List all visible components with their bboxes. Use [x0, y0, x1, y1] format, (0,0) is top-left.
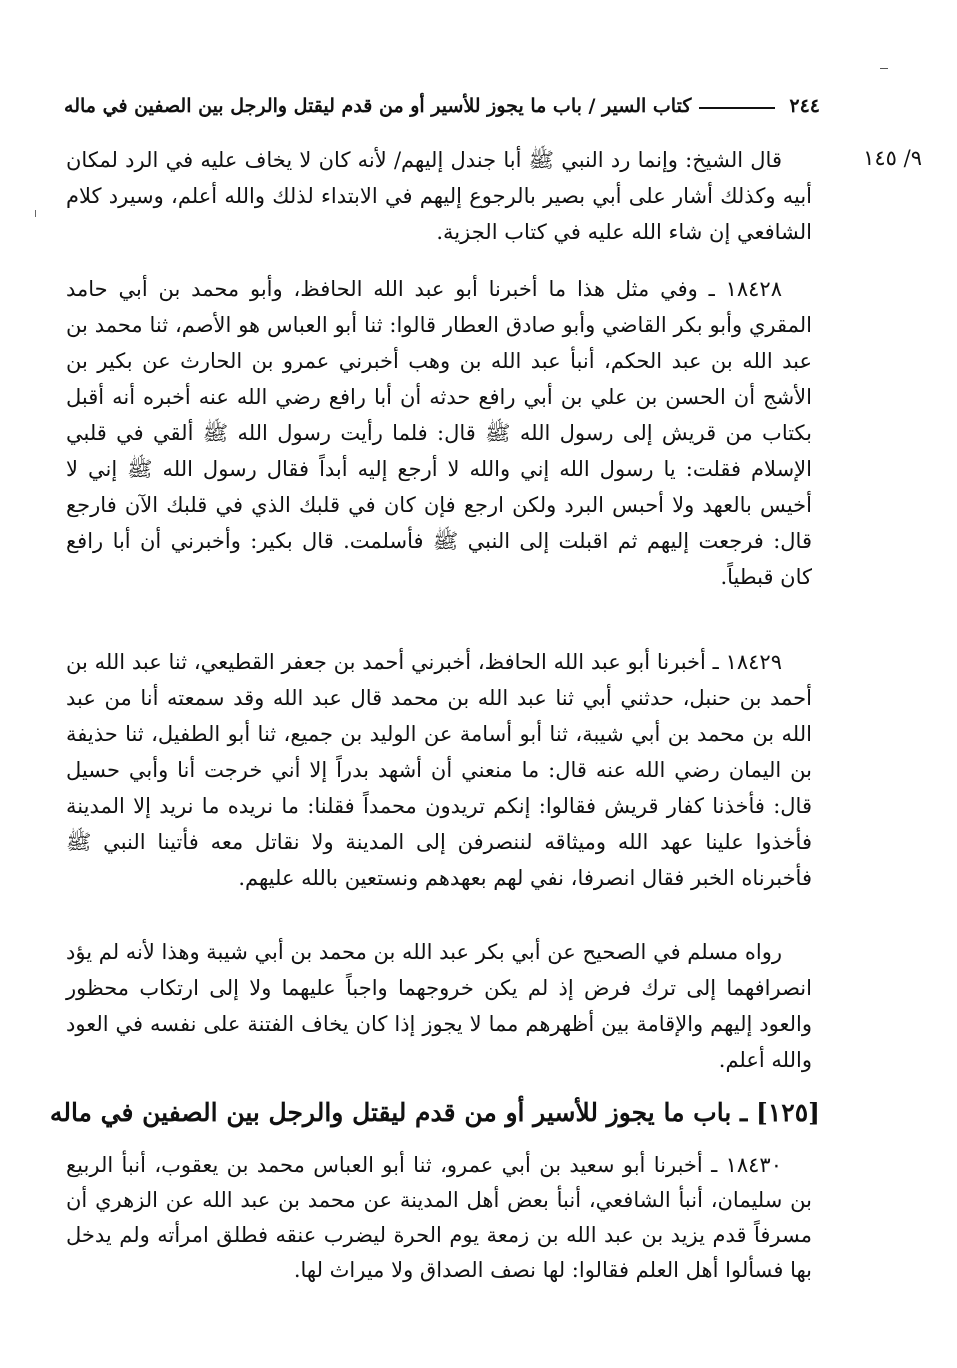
- header-rule: [699, 107, 775, 109]
- scan-mark: [35, 210, 36, 217]
- margin-volume-page-reference: ٩/ ١٤٥: [863, 146, 922, 170]
- paragraph-commentary: [66, 142, 812, 250]
- paragraph-text: ١٨٤٢٩ ـ أخبرنا أبو عبد الله الحافظ، أخبرني أحمد بن جعفر القطيعي، ثنا عبد الله بن أحمد بن حنبل، حدثني أبي ثنا عبد الله بن محمد قال عبد الله وقد سمعته أنا من عبد الله بن محمد بن أبي شيبة، ثنا أبو أسامة عن الوليد بن جميع، ثنا أبو الطفيل، ثنا حذيفة بن اليمان رضي الله عنه قال: ما منعني أن أشهد بدراً إلا أني خرجت أنا وأبي حسيل قال: فأخذنا كفار قريش فقالوا: إنكم تريدون محمداً فقلنا: ما نريده ما نريد إلا المدينة فأخذوا علينا عهد الله وميثاقه لننصرفن إلى المدينة ولا نقاتل معه فأتينا النبي ﷺ فأخبرناه الخبر فقال انصرفا، نفي لهم بعهدهم ونستعين بالله عليهم.: [66, 650, 812, 890]
- page-number: ٢٤٤: [789, 95, 820, 117]
- running-title: كتاب السير / باب ما يجوز للأسير أو من قدم ليقتل والرجل بين الصفين في ماله: [64, 95, 692, 117]
- scan-mark: [880, 68, 888, 69]
- paragraph-text: ١٨٤٣٠ ـ أخبرنا أبو سعيد بن أبي عمرو، ثنا أبو العباس محمد بن يعقوب، أنبأ الربيع بن سليمان، أنبأ الشافعي، أنبأ بعض أهل المدينة عن محمد بن عبد الله عن الزهري أن مسرفاً قدم يزيد بن عبد الله بن زمعة يوم الحرة ليضرب عنقه فطلق امرأته ولم يدخل بها فسألوا أهل العلم فقالوا: لها نصف الصداق ولا ميراث لها.: [66, 1153, 812, 1282]
- paragraph-text: قال الشيخ: وإنما رد النبي ﷺ أبا جندل إليهم/ لأنه كان لا يخاف عليه في الرد لمكان أبيه وكذلك أشار على أبي بصير بالرجوع إليهم في الابتداء لذلك والله أعلم، وسيرد كلام الشافعي إن شاء الله عليه في كتاب الجزية.: [66, 148, 812, 244]
- hadith-18430: [66, 1148, 812, 1288]
- hadith-18428: [66, 271, 812, 595]
- paragraph-text: رواه مسلم في الصحيح عن أبي بكر عبد الله بن محمد بن أبي شيبة وهذا لأنه لم يؤد انصرافهما إلى ترك فرض إذ لم يكن خروجهما واجباً عليهما ولا إلى ارتكاب محظور والعود إليهم والإقامة بين أظهرهم مما لا يجوز إذا كان يخاف الفتنة على نفسه في العود والله أعلم.: [66, 940, 812, 1072]
- chapter-heading: [١٢٥] ـ باب ما يجوز للأسير أو من قدم ليقتل والرجل بين الصفين في ماله: [49, 1098, 820, 1127]
- paragraph-commentary-muslim: [66, 934, 812, 1078]
- paragraph-text: ١٨٤٢٨ ـ وفي مثل هذا ما أخبرنا أبو عبد الله الحافظ، وأبو محمد بن أبي حامد المقري وأبو بكر القاضي وأبو صادق العطار قالوا: ثنا أبو العباس هو الأصم، ثنا محمد بن عبد الله بن عبد الحكم، أنبأ عبد الله بن وهب أخبرني عمرو بن الحارث عن بكير بن الأشج أن الحسن بن علي بن أبي رافع حدثه أن أبا رافع رضي الله عنه أخبره أنه أقبل بكتاب من قريش إلى رسول الله ﷺ قال: فلما رأيت رسول الله ﷺ ألقي في قلبي الإسلام فقلت: يا رسول الله إني والله لا أرجع إليه أبداً فقال رسول الله ﷺ إني لا أخيس بالعهد ولا أحبس البرد ولكن ارجع فإن كان في قلبك الذي في قلبك الآن فارجع قال: فرجعت إليهم ثم اقبلت إلى النبي ﷺ فأسلمت. قال بكير: وأخبرني أن أبا رافع كان قبطياً.: [66, 277, 812, 589]
- running-header: [60, 86, 820, 126]
- hadith-18429: [66, 644, 812, 896]
